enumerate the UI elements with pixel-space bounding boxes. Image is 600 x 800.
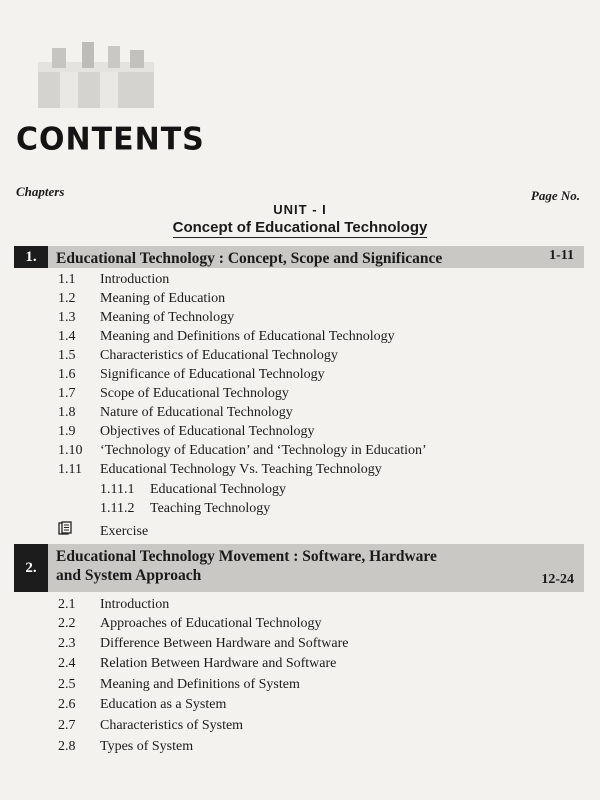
item-text: Difference Between Hardware and Software (100, 636, 349, 651)
item-number: 1.5 (58, 348, 76, 363)
item-number: 1.6 (58, 367, 76, 382)
sub-list-item[interactable] (100, 482, 286, 498)
list-item[interactable] (58, 656, 336, 672)
chapter-title-line-1: Educational Technology Movement : Software, Hardware (56, 548, 437, 565)
item-number: 2.1 (58, 597, 76, 612)
item-text: Meaning of Technology (100, 310, 235, 325)
item-text: ‘Technology of Education’ and ‘Technology in Education’ (100, 443, 427, 458)
list-item[interactable] (58, 597, 169, 613)
item-text: Meaning and Definitions of System (100, 677, 300, 692)
chapter-title-line-2: and System Approach (56, 567, 202, 584)
item-text: Relation Between Hardware and Software (100, 656, 337, 671)
chapter-page-range: 1-11 (549, 248, 574, 263)
item-text: Significance of Educational Technology (100, 367, 325, 382)
item-number: 2.4 (58, 656, 76, 671)
page-title: CONTENTS (16, 121, 205, 158)
item-number: 2.7 (58, 718, 76, 733)
item-text: Scope of Educational Technology (100, 386, 289, 401)
item-text: Characteristics of Educational Technology (100, 348, 338, 363)
item-number: 1.10 (58, 443, 83, 458)
unit-label: UNIT - I (273, 202, 327, 217)
list-item[interactable] (58, 424, 315, 440)
list-item[interactable] (58, 443, 427, 459)
item-number: 1.7 (58, 386, 76, 401)
item-number: 1.8 (58, 405, 76, 420)
list-item[interactable] (58, 739, 193, 755)
item-number: 1.4 (58, 329, 76, 344)
item-text: Educational Technology Vs. Teaching Technology (100, 462, 382, 477)
list-item[interactable] (58, 616, 322, 632)
header-decoration-graphic (30, 40, 160, 110)
chapter-title: Educational Technology : Concept, Scope and Significance (56, 250, 443, 267)
exercise-label: Exercise (100, 524, 149, 539)
list-item[interactable] (58, 697, 226, 713)
chapter-number: 2. (14, 544, 48, 592)
item-number: 2.8 (58, 739, 76, 754)
item-text: Introduction (100, 272, 170, 287)
item-number: 1.1 (58, 272, 76, 287)
list-item[interactable] (58, 367, 325, 383)
item-text: Objectives of Educational Technology (100, 424, 315, 439)
list-item[interactable] (58, 291, 225, 307)
column-header-page-no: Page No. (530, 188, 580, 203)
item-text: Types of System (100, 739, 194, 754)
exercise-item[interactable] (58, 521, 148, 540)
unit-title-text: Concept of Educational Technology (172, 219, 428, 236)
item-number: 2.5 (58, 677, 76, 692)
item-text: Introduction (100, 597, 170, 612)
list-item[interactable] (58, 677, 300, 693)
sub-list-item[interactable] (100, 501, 270, 517)
exercise-icon (58, 521, 100, 535)
chapter-2-heading[interactable] (14, 544, 584, 592)
list-item[interactable] (58, 386, 289, 402)
item-number: 1.11 (58, 462, 82, 477)
list-item[interactable] (58, 329, 395, 345)
item-number: 1.11.1 (100, 482, 135, 497)
chapter-1-heading[interactable] (14, 246, 584, 268)
item-number: 2.6 (58, 697, 76, 712)
item-number: 1.9 (58, 424, 76, 439)
item-text: Meaning of Education (100, 291, 226, 306)
list-item[interactable] (58, 405, 293, 421)
item-number: 1.2 (58, 291, 76, 306)
chapter-number: 1. (14, 246, 48, 268)
list-item[interactable] (58, 718, 243, 734)
column-header-chapters: Chapters (16, 184, 65, 199)
item-number: 2.3 (58, 636, 76, 651)
list-item[interactable] (58, 462, 382, 478)
list-item[interactable] (58, 636, 349, 652)
item-number: 2.2 (58, 616, 76, 631)
item-number: 1.11.2 (100, 501, 135, 516)
list-item[interactable] (58, 310, 234, 326)
item-text: Meaning and Definitions of Educational Technology (100, 329, 395, 344)
item-text: Teaching Technology (150, 501, 271, 516)
item-text: Educational Technology (150, 482, 287, 497)
chapter-title (48, 544, 531, 592)
item-text: Approaches of Educational Technology (100, 616, 322, 631)
item-text: Nature of Educational Technology (100, 405, 293, 420)
chapter-page-range: 12-24 (541, 572, 574, 587)
list-item[interactable] (58, 272, 169, 288)
item-number: 1.3 (58, 310, 76, 325)
unit-title (0, 219, 600, 236)
list-item[interactable] (58, 348, 338, 364)
item-text: Characteristics of System (100, 718, 244, 733)
item-text: Education as a System (100, 697, 227, 712)
